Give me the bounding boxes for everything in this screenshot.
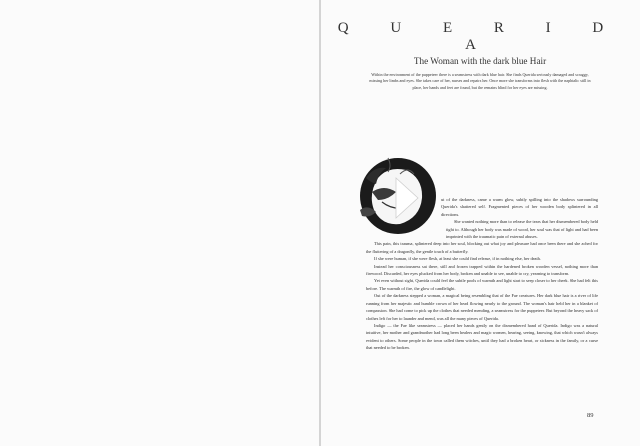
paragraph-4: If she were human, if she were flesh, at least she could find release, if in nothing else, her death. <box>374 256 541 262</box>
chapter-subtitle: The Woman with the dark blue Hair <box>413 56 547 66</box>
left-page <box>0 0 319 446</box>
paragraph-6: Yet even without sight, Querida could feel the subtle pools of warmth and light start to seep closer to her cheek. She had felt this before. The warmth of fire, the glow of candlelight. <box>366 278 598 291</box>
paragraph-3: This pain, this trauma, splintered deep into her soul, blocking out what joy and pleasure had once been there and she ached for the fluttering of a dragonfly, the gentle touch of a butterfly. <box>366 241 598 254</box>
paragraph-1: ut of the darkness, came a warm glow, subtly spilling into the shadows surrounding Querida's shattered self. Fragmented pieces of her wooden body splintered in all directions. <box>441 197 598 217</box>
paragraph-2: She wanted nothing more than to release the tears that her dismembered body held tight to. Although her body was made of wood, her soul was that of light and had been imprinted with the traumatic pain of external abuses. <box>446 219 598 240</box>
paragraph-8: Indigo — the Fae like seamstress — placed her hands gently on the dismembered hand of Querida. Indigo was a natural intuitive, her mother and grandmother had long been healers and magic women, hearing, seeing, knowing, that which wasn't always evident to others. Some people in the town called them witches, until they had a broken heart, or sickness in the family, or a curse that needed to be broken. <box>366 322 598 351</box>
paragraph-7: Out of the darkness stepped a woman, a magical being resembling that of the Fae creatures. Her dark blue hair is a river of life running from her majestic and humble crown of her head flowing nearly to the ground. The woman's hair held her in a blanket of compassion. She had come to pick up the clothes that needed mending, a seamstress for the puppeteer. But beyond the heavy sack of clothes left for her to launder and mend, was all the many pieces of Querida. <box>366 293 598 321</box>
chapter-body <box>366 196 598 352</box>
paragraph-5: Instead her consciousness sat there, still and frozen trapped within the hardened broken wooden vessel, nothing more than firewood. Discarded, her eyes plucked from her body, broken and unable to see, unable to cry, yearning to transform. <box>366 263 598 277</box>
chapter-intro: Within the environment of the puppeteer there is a seamstress with dark blue hair. She finds Querida seriously damaged and scraggy, missing her limbs and eyes. She takes care of her, nurses and repairs her. Once more she transforms into flesh with the naphtalic still in place, her hands and feet are found, but the remains blind for her eyes are missing. <box>369 72 591 90</box>
page-number: 89 <box>587 412 594 419</box>
chapter-title: Q U E R I D A <box>337 20 623 53</box>
